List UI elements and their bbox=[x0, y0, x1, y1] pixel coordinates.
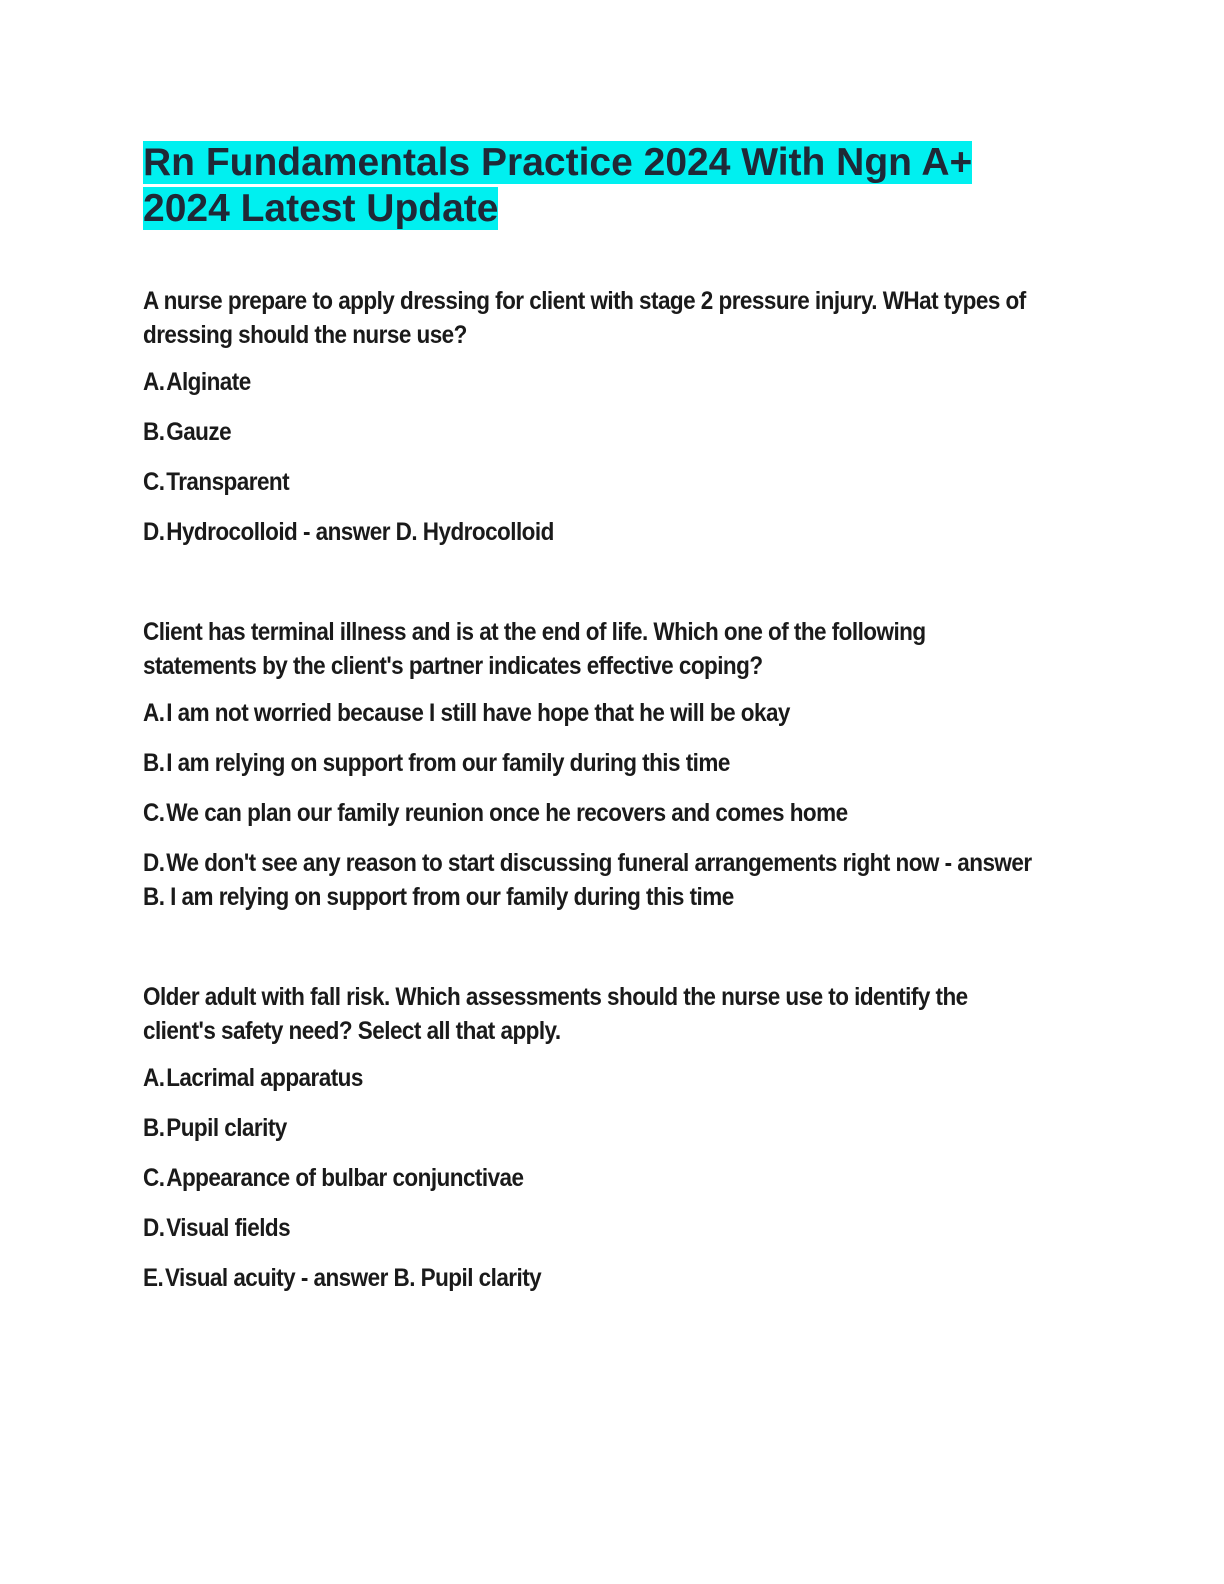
option-a bbox=[143, 696, 1043, 730]
document-title bbox=[143, 140, 1043, 232]
option-e bbox=[143, 1261, 1043, 1295]
option-text: Appearance of bulbar conjunctivae bbox=[166, 1164, 524, 1192]
option-text: I am not worried because I still have hope that he will be okay bbox=[166, 699, 790, 727]
option-text: Gauze bbox=[166, 418, 232, 446]
option-letter: B. bbox=[143, 749, 165, 777]
option-letter: B. bbox=[143, 1114, 165, 1142]
option-letter: C. bbox=[143, 1164, 165, 1192]
option-letter: A. bbox=[143, 368, 165, 396]
title-line-1: Rn Fundamentals Practice 2024 With Ngn A+ bbox=[143, 141, 973, 184]
option-c bbox=[143, 796, 1043, 830]
option-b bbox=[143, 1111, 1043, 1145]
option-letter: D. bbox=[143, 1214, 165, 1242]
option-d bbox=[143, 846, 1043, 914]
option-c bbox=[143, 465, 1043, 499]
option-letter: C. bbox=[143, 799, 165, 827]
option-text: Visual acuity - answer B. Pupil clarity bbox=[164, 1264, 542, 1292]
option-c bbox=[143, 1161, 1043, 1195]
option-letter: D. bbox=[143, 849, 165, 877]
option-b bbox=[143, 746, 1043, 780]
question-block-3 bbox=[143, 980, 1043, 1295]
option-text: Alginate bbox=[166, 368, 251, 396]
option-text: We can plan our family reunion once he recovers and comes home bbox=[166, 799, 848, 827]
option-text: Visual fields bbox=[166, 1214, 291, 1242]
question-prompt: Client has terminal illness and is at the end of life. Which one of the following statements by the client's partner indicates effective coping? bbox=[143, 618, 926, 680]
option-d bbox=[143, 515, 1043, 549]
option-letter: A. bbox=[143, 699, 165, 727]
option-text: I am relying on support from our family during this time bbox=[166, 749, 730, 777]
document-body bbox=[143, 140, 1043, 1311]
question-prompt: A nurse prepare to apply dressing for client with stage 2 pressure injury. WHat types of dressing should the nurse use? bbox=[143, 287, 1026, 349]
title-line-2: 2024 Latest Update bbox=[143, 187, 499, 230]
option-letter: D. bbox=[143, 518, 165, 546]
option-text: Transparent bbox=[166, 468, 290, 496]
option-letter: B. bbox=[143, 418, 165, 446]
option-letter: C. bbox=[143, 468, 165, 496]
option-b bbox=[143, 415, 1043, 449]
option-letter: E. bbox=[143, 1264, 164, 1292]
option-letter: A. bbox=[143, 1064, 165, 1092]
question-block-1 bbox=[143, 284, 1043, 549]
option-text: Hydrocolloid - answer D. Hydrocolloid bbox=[166, 518, 554, 546]
question-prompt: Older adult with fall risk. Which assessments should the nurse use to identify the client's safety need? Select all that apply. bbox=[143, 983, 968, 1045]
option-text: Lacrimal apparatus bbox=[166, 1064, 363, 1092]
option-text: Pupil clarity bbox=[166, 1114, 287, 1142]
option-a bbox=[143, 365, 1043, 399]
option-text: We don't see any reason to start discussing funeral arrangements right now - answer B. I am relying on support from our family during this time bbox=[143, 849, 1032, 911]
option-a bbox=[143, 1061, 1043, 1095]
question-block-2 bbox=[143, 615, 1043, 914]
option-d bbox=[143, 1211, 1043, 1245]
